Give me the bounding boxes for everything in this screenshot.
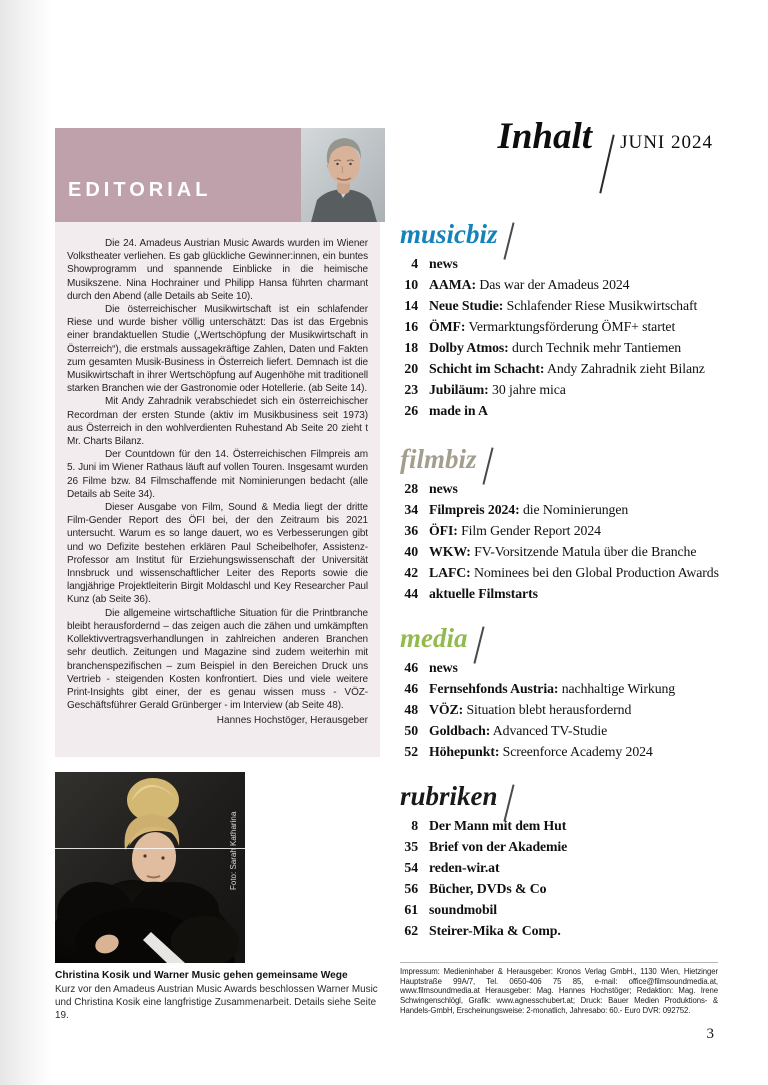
impressum: Impressum: Medieninhaber & Herausgeber: Kronos Verlag GmbH., 1130 Wien, Hietzinger Hauptstraße 99A/7, Tel. 0650-406 75 85, e-mail: office@filmsoundmedia.at, www.filmsoundmedia.at Herausgeber: Mag. Hannes Hochstöger; Redaktion: Mag. Irene Schwingenschlögl, Grafik: www.agnesschubert.at; Druck: Bauer Medien Produktions- & Handels-GmbH, Erscheinungsweise: 2-monatlich, Jahresabo: 60.- Euro DVR: 092752.	[400, 962, 718, 1016]
photo-caption-title: Christina Kosik und Warner Music gehen gemeinsame Wege	[55, 970, 348, 981]
toc-entry	[400, 860, 720, 881]
section-entry-list	[400, 660, 720, 765]
editorial-paragraph: Mit Andy Zahradnik verabschiedet sich ein österreichischer Recordman der ersten Stunde (aktiv im Musikbusiness seit 1973) aus Österreich in den wohlverdienten Ruhestand Ab Seite 20 zieht t Mr. Charts Bilanz.	[67, 396, 368, 448]
section-title: rubriken	[400, 781, 498, 811]
entry-page-number: 28	[404, 481, 418, 496]
entry-page-number: 54	[404, 860, 418, 875]
editorial-paragraph: Die österreichischer Musikwirtschaft ist ein schlafender Riese und wurde bisher völlig unterschätzt: Das ist das Ergebnis einer brandaktuellen Studie („Wertschöpfung der Musikwirtschaft in Österreich“), die erstmals aussagekräftige Zahlen, Daten und Fakten zum gesamten Musik-Business in Österreich liefert. Demnach ist die Musikwirtschaft in ihrer Wertschöpfung auf Augenhöhe mit traditionell starken Branchen wie der Gastronomie oder Hotellerie. (ab Seite 14).	[67, 304, 368, 395]
entry-label: Schicht im Schacht: Andy Zahradnik zieht Bilanz	[429, 361, 705, 376]
entry-label: Jubiläum: 30 jahre mica	[429, 382, 566, 397]
toc-entry	[400, 361, 720, 382]
slash-icon	[503, 222, 514, 259]
entry-label: WKW: FV-Vorsitzende Matula über die Branche	[429, 544, 697, 559]
toc-entry	[400, 523, 720, 544]
entry-label: ÖFI: Film Gender Report 2024	[429, 523, 601, 538]
entry-label: LAFC: Nominees bei den Global Production Awards	[429, 565, 719, 580]
entry-page-number: 46	[404, 681, 418, 696]
section-heading-row	[400, 623, 720, 660]
entry-label: news	[429, 481, 458, 496]
section-heading-row	[400, 781, 720, 818]
entry-page-number: 62	[404, 923, 418, 938]
entry-label: ÖMF: Vermarktungsförderung ÖMF+ startet	[429, 319, 676, 334]
toc-entry	[400, 481, 720, 502]
toc-title: Inhalt	[497, 116, 593, 157]
entry-page-number: 23	[404, 382, 418, 397]
entry-page-number: 61	[404, 902, 418, 917]
entry-page-number: 14	[404, 298, 418, 313]
entry-label: Bücher, DVDs & Co	[429, 881, 547, 896]
section-entry-list	[400, 481, 720, 607]
toc-entry	[400, 565, 720, 586]
section-entry-list	[400, 818, 720, 944]
editor-portrait-photo	[301, 128, 385, 222]
section-entry-list	[400, 256, 720, 424]
toc-entry	[400, 256, 720, 277]
entry-label: Fernsehfonds Austria: nachhaltige Wirkung	[429, 681, 676, 696]
toc-entry	[400, 744, 720, 765]
slash-icon	[599, 135, 614, 194]
entry-label: AAMA: Das war der Amadeus 2024	[429, 277, 630, 292]
editorial-paragraph: Die allgemeine wirtschaftliche Situation für die Printbranche bleibt herausfordernd – das zeigen auch die zähen und umkämpften Kollektivvertragsverhandlungen in zahlreichen anderen Branchen sehr deutlich. Zeitungen und Magazine sind zudem weiterhin mit branchenspezifischen – zum Beispiel in den Bereichen Druck uns Vertrieb - steigenden Kosten konfrontiert. Dies und viele weitere Print-Insights gibt einer, der es genau wissen muss - VÖZ-Geschäftsführer Gerald Grünberger - im Interview (ab Seite 48).	[67, 607, 368, 712]
page-left-edge-shading	[0, 0, 52, 1085]
entry-page-number: 20	[404, 361, 418, 376]
toc-issue-date: JUNI 2024	[620, 132, 713, 153]
toc-section	[400, 219, 720, 424]
toc-entry	[400, 403, 720, 424]
toc-entry	[400, 319, 720, 340]
entry-label: news	[429, 660, 458, 675]
entry-label: Goldbach: Advanced TV-Studie	[429, 723, 608, 738]
toc-entry	[400, 277, 720, 298]
entry-page-number: 26	[404, 403, 418, 418]
toc-entry	[400, 502, 720, 523]
editorial-paragraph: Dieser Ausgabe von Film, Sound & Media liegt der dritte Film-Gender Report des ÖFI bei, der den Zeitraum bis 2021 untersucht. Warum es so lange dauert, wo es Verbesserungen gibt und wo Defizite bestehen erklären Paul Scheibelhofer, Assistenz-Professor am Institut für Erziehungswissenschaft der Universität Innsbruck und wissenschaftlicher Leiter des Reports sowie die langjährige Projektleiterin Birgit Moldaschl und Key Researcher Paul Kunz (ab Seite 36).	[67, 502, 368, 606]
toc-entry	[400, 298, 720, 319]
toc-entry	[400, 660, 720, 681]
entry-page-number: 4	[411, 256, 418, 271]
toc-titlebar	[400, 118, 713, 180]
entry-page-number: 18	[404, 340, 418, 355]
section-heading-row	[400, 219, 720, 256]
toc-entry	[400, 881, 720, 902]
entry-page-number: 42	[404, 565, 418, 580]
section-title: filmbiz	[400, 444, 477, 474]
entry-label: made in A	[429, 403, 488, 418]
toc-entry	[400, 544, 720, 565]
entry-label: soundmobil	[429, 902, 498, 917]
toc-sections	[400, 219, 720, 944]
editorial-paragraphs	[67, 237, 368, 712]
toc-entry	[400, 839, 720, 860]
entry-page-number: 50	[404, 723, 418, 738]
toc-entry	[400, 902, 720, 923]
toc-entry	[400, 723, 720, 744]
toc-section	[400, 623, 720, 765]
photo-credit: Foto: Sarah Katharina	[229, 811, 238, 890]
toc-entry	[400, 702, 720, 723]
toc-entry	[400, 923, 720, 944]
editorial-paragraph: Die 24. Amadeus Austrian Music Awards wurden im Wiener Volkstheater verliehen. Es gab glückliche Gewinner:innen, ein buntes Showprogramm und spannende Einblicke in die heimische Musikszene. Nina Hochrainer und Philipp Hansa führten charmant durch den Abend (alle Details ab Seite 10).	[67, 238, 368, 302]
entry-label: Höhepunkt: Screenforce Academy 2024	[429, 744, 653, 759]
entry-label: VÖZ: Situation blebt herausfordernd	[429, 702, 632, 717]
entry-page-number: 40	[404, 544, 418, 559]
slash-icon	[503, 784, 514, 821]
toc-entry	[400, 586, 720, 607]
editorial-header-box	[55, 128, 301, 222]
toc-entry	[400, 382, 720, 403]
christina-kosik-illustration	[55, 772, 245, 963]
toc-section	[400, 444, 720, 607]
photo-caption	[55, 969, 385, 1022]
entry-label: aktuelle Filmstarts	[429, 586, 538, 601]
entry-page-number: 46	[404, 660, 418, 675]
editorial-header-label: EDITORIAL	[68, 179, 212, 201]
photo-caption-body: Kurz vor den Amadeus Austrian Music Awards beschlossen Warner Music und Christina Kosik eine langfristige Zusammenarbeit. Details siehe Seite 19.	[55, 984, 378, 1021]
toc-section	[400, 781, 720, 944]
entry-label: reden-wir.at	[429, 860, 500, 875]
toc-entry	[400, 340, 720, 361]
entry-label: Der Mann mit dem Hut	[429, 818, 567, 833]
entry-page-number: 34	[404, 502, 418, 517]
entry-page-number: 56	[404, 881, 418, 896]
entry-page-number: 16	[404, 319, 418, 334]
entry-page-number: 52	[404, 744, 418, 759]
entry-page-number: 36	[404, 523, 418, 538]
section-title: media	[400, 623, 468, 653]
editor-portrait-illustration	[301, 128, 385, 222]
entry-label: Filmpreis 2024: die Nominierungen	[429, 502, 629, 517]
slash-icon	[473, 626, 484, 663]
entry-page-number: 48	[404, 702, 418, 717]
toc-entry	[400, 818, 720, 839]
editorial-signature: Hannes Hochstöger, Herausgeber	[216, 715, 368, 727]
slash-icon	[482, 447, 493, 484]
entry-page-number: 10	[404, 277, 418, 292]
entry-page-number: 8	[411, 818, 418, 833]
section-heading-row	[400, 444, 720, 481]
editorial-header	[55, 128, 385, 222]
christina-kosik-photo	[55, 772, 245, 963]
entry-page-number: 44	[404, 586, 418, 601]
entry-page-number: 35	[404, 839, 418, 854]
entry-label: Brief von der Akademie	[429, 839, 568, 854]
section-title: musicbiz	[400, 219, 498, 249]
entry-label: Steirer-Mika & Comp.	[429, 923, 561, 938]
entry-label: Dolby Atmos: durch Technik mehr Tantiemen	[429, 340, 682, 355]
entry-label: news	[429, 256, 458, 271]
entry-label: Neue Studie: Schlafender Riese Musikwirtschaft	[429, 298, 698, 313]
editorial-paragraph: Der Countdown für den 14. Österreichischen Filmpreis am 5. Juni im Wiener Rathaus läuft auf vollen Touren. Insgesamt wurden 26 Filme bzw. 84 Filmschaffende mit Nominierungen bedacht (alle Details ab Seite 34).	[67, 449, 368, 500]
page-number: 3	[706, 1026, 714, 1042]
editorial-text-block	[55, 222, 380, 757]
toc-entry	[400, 681, 720, 702]
